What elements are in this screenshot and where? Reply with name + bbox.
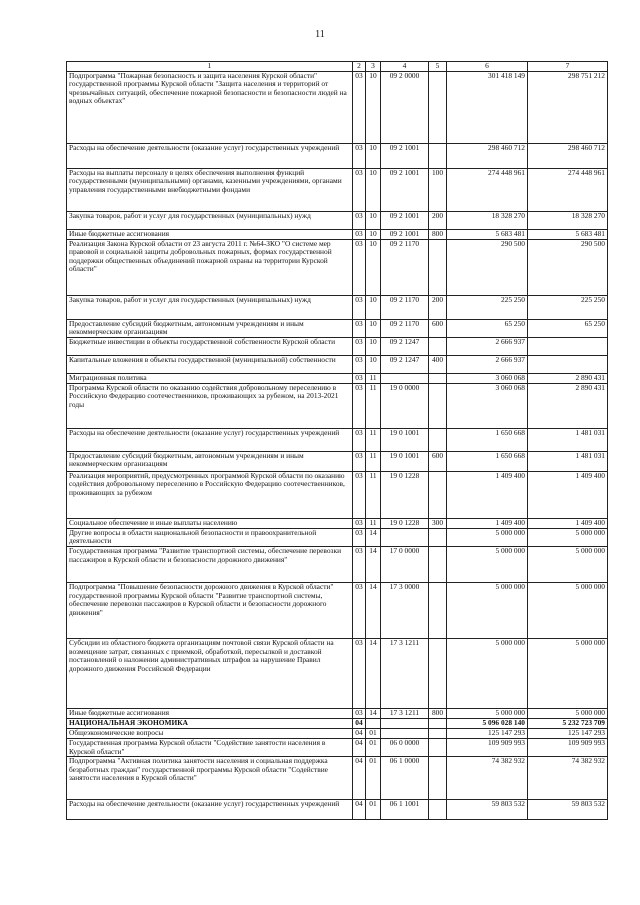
cell-subsection: 11 [366, 383, 381, 428]
cell-expense-type [429, 337, 447, 355]
cell-name: Реализация мероприятий, предусмотренных программой Курской области по оказанию содействия добровольному переселению в Российскую Федерацию соотечественников, проживающих за рубежом [67, 471, 353, 518]
cell-name: Иные бюджетные ассигнования [67, 708, 353, 718]
cell-subsection: 10 [366, 71, 381, 143]
cell-subsection: 01 [366, 728, 381, 738]
cell-amount-2: 74 382 932 [528, 757, 608, 800]
cell-expense-type [429, 239, 447, 295]
cell-expense-type [429, 718, 447, 728]
cell-expense-type [429, 383, 447, 428]
table-row [67, 428, 608, 451]
cell-expense-type [429, 528, 447, 546]
table-row [67, 728, 608, 738]
table-row [67, 71, 608, 143]
cell-amount-2: 1 481 031 [528, 451, 608, 471]
table-row [67, 582, 608, 638]
cell-subsection: 11 [366, 428, 381, 451]
cell-amount-2: 1 409 400 [528, 471, 608, 518]
cell-section: 04 [353, 718, 366, 728]
cell-subsection: 14 [366, 638, 381, 708]
cell-amount-2: 5 683 481 [528, 229, 608, 239]
cell-name: Расходы на обеспечение деятельности (оказание услуг) государственных учреждений [67, 800, 353, 820]
cell-expense-type: 200 [429, 211, 447, 229]
cell-target-article: 09 2 1247 [381, 355, 429, 373]
cell-amount-2: 298 751 212 [528, 71, 608, 143]
cell-subsection: 10 [366, 355, 381, 373]
cell-name: Другие вопросы в области национальной безопасности и правоохранительной деятельности [67, 528, 353, 546]
cell-target-article: 17 3 1211 [381, 638, 429, 708]
cell-subsection: 14 [366, 708, 381, 718]
cell-amount-1: 5 000 000 [447, 638, 528, 708]
cell-name: Программа Курской области по оказанию содействия добровольному переселению в Российскую Федерацию соотечественников, проживающих за рубежом, на 2013-2021 годы [67, 383, 353, 428]
cell-name: Социальное обеспечение и иные выплаты населению [67, 518, 353, 528]
cell-name: Подпрограмма "Пожарная безопасность и защита населения Курской области" государственной программы Курской области "Защита населения и территорий от чрезвычайных ситуаций, обеспечение пожарной безопасности и безопасности людей на водных объектах" [67, 71, 353, 143]
cell-target-article: 09 2 0000 [381, 71, 429, 143]
cell-amount-1: 59 803 532 [447, 800, 528, 820]
cell-target-article: 06 1 1001 [381, 800, 429, 820]
cell-section: 03 [353, 708, 366, 718]
table-row [67, 738, 608, 756]
cell-expense-type: 400 [429, 355, 447, 373]
cell-amount-2: 225 250 [528, 295, 608, 319]
cell-amount-1: 65 250 [447, 319, 528, 337]
table-row [67, 757, 608, 800]
table-row [67, 239, 608, 295]
cell-amount-1: 18 328 270 [447, 211, 528, 229]
cell-amount-2: 125 147 293 [528, 728, 608, 738]
cell-amount-1: 5 000 000 [447, 582, 528, 638]
cell-amount-1: 2 666 937 [447, 337, 528, 355]
cell-amount-2: 5 000 000 [528, 582, 608, 638]
cell-amount-2: 59 803 532 [528, 800, 608, 820]
cell-name: Реализация Закона Курской области от 23 августа 2011 г. №64-ЗКО "О системе мер правовой и социальной защиты добровольных пожарных, формах государственной поддержки общественных объединений пожарной охраны на территории Курской области" [67, 239, 353, 295]
table-row [67, 708, 608, 718]
cell-section: 03 [353, 229, 366, 239]
cell-expense-type [429, 428, 447, 451]
cell-amount-2: 298 460 712 [528, 143, 608, 168]
cell-expense-type: 300 [429, 518, 447, 528]
cell-amount-1: 225 250 [447, 295, 528, 319]
cell-amount-1: 301 418 149 [447, 71, 528, 143]
cell-target-article [381, 718, 429, 728]
cell-target-article: 09 2 1170 [381, 319, 429, 337]
cell-section: 03 [353, 518, 366, 528]
cell-subsection: 10 [366, 239, 381, 295]
cell-amount-2 [528, 355, 608, 373]
header-col-2: 2 [353, 62, 366, 72]
cell-amount-2: 2 890 431 [528, 383, 608, 428]
table-row [67, 295, 608, 319]
cell-name: Расходы на выплаты персоналу в целях обеспечения выполнения функций государственными (муниципальными) органами, казенными учреждениями, органами управления государственными внебюджетными фондами [67, 168, 353, 211]
cell-section: 03 [353, 383, 366, 428]
cell-section: 03 [353, 582, 366, 638]
cell-section: 03 [353, 355, 366, 373]
cell-section: 03 [353, 451, 366, 471]
cell-name: Государственная программа Курской области "Содействие занятости населения в Курской области" [67, 738, 353, 756]
cell-name: Подпрограмма "Повышение безопасности дорожного движения в Курской области" государственной программы Курской области "Развитие транспортной системы, обеспечение перевозки пассажиров в Курской области и безопасности дорожного движения" [67, 582, 353, 638]
cell-section: 03 [353, 471, 366, 518]
cell-expense-type [429, 471, 447, 518]
cell-name: Предоставление субсидий бюджетным, автономным учреждениям и иным некоммерческим организациям [67, 319, 353, 337]
table-row [67, 383, 608, 428]
cell-name: Расходы на обеспечение деятельности (оказание услуг) государственных учреждений [67, 143, 353, 168]
cell-expense-type [429, 638, 447, 708]
cell-expense-type [429, 738, 447, 756]
cell-expense-type [429, 373, 447, 383]
budget-table [66, 61, 608, 820]
cell-amount-1: 1 409 400 [447, 518, 528, 528]
cell-section: 03 [353, 319, 366, 337]
cell-target-article [381, 728, 429, 738]
table-row [67, 337, 608, 355]
cell-amount-1: 5 000 000 [447, 546, 528, 582]
table-row [67, 355, 608, 373]
cell-target-article [381, 373, 429, 383]
cell-amount-2: 5 000 000 [528, 638, 608, 708]
cell-amount-2: 5 232 723 709 [528, 718, 608, 728]
cell-target-article: 06 1 0000 [381, 757, 429, 800]
cell-amount-1: 125 147 293 [447, 728, 528, 738]
table-row [67, 800, 608, 820]
cell-subsection: 11 [366, 451, 381, 471]
cell-amount-1: 74 382 932 [447, 757, 528, 800]
cell-target-article: 09 2 1001 [381, 211, 429, 229]
table-row [67, 528, 608, 546]
cell-expense-type: 200 [429, 295, 447, 319]
cell-amount-1: 2 666 937 [447, 355, 528, 373]
cell-target-article: 09 2 1170 [381, 239, 429, 295]
cell-name: Бюджетные инвестиции в объекты государственной собственности Курской области [67, 337, 353, 355]
cell-subsection: 14 [366, 546, 381, 582]
cell-subsection: 10 [366, 168, 381, 211]
header-col-1: 1 [67, 62, 353, 72]
cell-amount-1: 5 000 000 [447, 528, 528, 546]
cell-subsection: 11 [366, 518, 381, 528]
cell-subsection [366, 718, 381, 728]
cell-amount-1: 3 060 068 [447, 383, 528, 428]
cell-target-article: 06 0 0000 [381, 738, 429, 756]
cell-target-article: 09 2 1247 [381, 337, 429, 355]
cell-section: 03 [353, 337, 366, 355]
cell-target-article: 09 2 1001 [381, 229, 429, 239]
cell-section: 03 [353, 373, 366, 383]
cell-subsection: 11 [366, 471, 381, 518]
cell-expense-type: 100 [429, 168, 447, 211]
cell-amount-2: 18 328 270 [528, 211, 608, 229]
table-row [67, 229, 608, 239]
cell-subsection: 14 [366, 528, 381, 546]
cell-expense-type: 600 [429, 319, 447, 337]
cell-target-article: 17 3 1211 [381, 708, 429, 718]
cell-name: Закупка товаров, работ и услуг для государственных (муниципальных) нужд [67, 211, 353, 229]
cell-amount-1: 3 060 068 [447, 373, 528, 383]
cell-subsection: 10 [366, 319, 381, 337]
cell-subsection: 10 [366, 295, 381, 319]
cell-section: 03 [353, 168, 366, 211]
cell-section: 03 [353, 638, 366, 708]
cell-amount-1: 1 650 668 [447, 451, 528, 471]
cell-section: 03 [353, 239, 366, 295]
table-row [67, 143, 608, 168]
cell-expense-type [429, 800, 447, 820]
table-row [67, 718, 608, 728]
cell-subsection: 10 [366, 211, 381, 229]
cell-subsection: 10 [366, 337, 381, 355]
cell-target-article: 09 2 1170 [381, 295, 429, 319]
cell-section: 03 [353, 211, 366, 229]
cell-amount-1: 5 683 481 [447, 229, 528, 239]
header-col-4: 4 [381, 62, 429, 72]
cell-name: Предоставление субсидий бюджетным, автономным учреждениям и иным некоммерческим организациям [67, 451, 353, 471]
table-row [67, 518, 608, 528]
cell-section: 03 [353, 71, 366, 143]
header-col-5: 5 [429, 62, 447, 72]
table-row [67, 211, 608, 229]
cell-expense-type: 600 [429, 451, 447, 471]
cell-target-article: 19 0 0000 [381, 383, 429, 428]
cell-section: 04 [353, 800, 366, 820]
table-row [67, 373, 608, 383]
cell-expense-type: 800 [429, 229, 447, 239]
cell-amount-2: 5 000 000 [528, 546, 608, 582]
cell-subsection: 14 [366, 582, 381, 638]
cell-target-article: 09 2 1001 [381, 168, 429, 211]
cell-expense-type [429, 728, 447, 738]
cell-amount-1: 109 909 993 [447, 738, 528, 756]
table-row [67, 451, 608, 471]
cell-expense-type: 800 [429, 708, 447, 718]
cell-subsection: 10 [366, 229, 381, 239]
cell-target-article: 19 0 1228 [381, 471, 429, 518]
cell-section: 04 [353, 728, 366, 738]
cell-amount-2: 274 448 961 [528, 168, 608, 211]
cell-subsection: 01 [366, 757, 381, 800]
cell-target-article: 19 0 1001 [381, 451, 429, 471]
cell-amount-1: 5 000 000 [447, 708, 528, 718]
table-row [67, 638, 608, 708]
cell-name: Капитальные вложения в объекты государственной (муниципальной) собственности [67, 355, 353, 373]
table-row [67, 471, 608, 518]
cell-amount-2: 65 250 [528, 319, 608, 337]
cell-target-article: 17 3 0000 [381, 582, 429, 638]
cell-name: НАЦИОНАЛЬНАЯ ЭКОНОМИКА [67, 718, 353, 728]
cell-amount-2: 2 890 431 [528, 373, 608, 383]
cell-amount-2: 1 481 031 [528, 428, 608, 451]
header-col-6: 6 [447, 62, 528, 72]
cell-target-article: 09 2 1001 [381, 143, 429, 168]
cell-subsection: 10 [366, 143, 381, 168]
cell-name: Подпрограмма "Активная политика занятости населения и социальная поддержка безработных граждан" государственной программы Курской области "Содействие занятости населения в Курской области" [67, 757, 353, 800]
cell-section: 03 [353, 546, 366, 582]
cell-section: 03 [353, 528, 366, 546]
cell-amount-2: 5 000 000 [528, 708, 608, 718]
cell-amount-2: 5 000 000 [528, 528, 608, 546]
cell-expense-type [429, 143, 447, 168]
header-col-3: 3 [366, 62, 381, 72]
cell-section: 04 [353, 757, 366, 800]
cell-name: Миграционная политика [67, 373, 353, 383]
table-row [67, 546, 608, 582]
cell-amount-1: 274 448 961 [447, 168, 528, 211]
cell-target-article: 17 0 0000 [381, 546, 429, 582]
cell-expense-type [429, 582, 447, 638]
table-row [67, 319, 608, 337]
cell-amount-1: 1 650 668 [447, 428, 528, 451]
cell-name: Закупка товаров, работ и услуг для государственных (муниципальных) нужд [67, 295, 353, 319]
page-number: 11 [315, 29, 325, 40]
cell-expense-type [429, 757, 447, 800]
cell-amount-1: 1 409 400 [447, 471, 528, 518]
cell-amount-2: 109 909 993 [528, 738, 608, 756]
cell-amount-2 [528, 337, 608, 355]
table-header-row [67, 62, 608, 72]
cell-amount-1: 290 500 [447, 239, 528, 295]
cell-expense-type [429, 71, 447, 143]
cell-subsection: 01 [366, 800, 381, 820]
cell-name: Расходы на обеспечение деятельности (оказание услуг) государственных учреждений [67, 428, 353, 451]
cell-subsection: 01 [366, 738, 381, 756]
cell-target-article: 19 0 1228 [381, 518, 429, 528]
cell-section: 03 [353, 143, 366, 168]
cell-amount-2: 1 409 400 [528, 518, 608, 528]
cell-amount-1: 298 460 712 [447, 143, 528, 168]
cell-target-article [381, 528, 429, 546]
cell-section: 03 [353, 295, 366, 319]
cell-section: 03 [353, 428, 366, 451]
cell-target-article: 19 0 1001 [381, 428, 429, 451]
header-col-7: 7 [528, 62, 608, 72]
cell-expense-type [429, 546, 447, 582]
cell-amount-2: 290 500 [528, 239, 608, 295]
cell-amount-1: 5 096 028 140 [447, 718, 528, 728]
cell-subsection: 11 [366, 373, 381, 383]
cell-name: Государственная программа "Развитие транспортной системы, обеспечение перевозки пассажиров в Курской области и безопасности дорожного движения" [67, 546, 353, 582]
table-row [67, 168, 608, 211]
cell-section: 04 [353, 738, 366, 756]
cell-name: Иные бюджетные ассигнования [67, 229, 353, 239]
cell-name: Субсидии из областного бюджета организациям почтовой связи Курской области на возмещение затрат, связанных с приемкой, обработкой, пересылкой и доставкой постановлений о наложении административных штрафов за нарушение Правил дорожного движения Российской Федерации [67, 638, 353, 708]
cell-name: Общеэкономические вопросы [67, 728, 353, 738]
